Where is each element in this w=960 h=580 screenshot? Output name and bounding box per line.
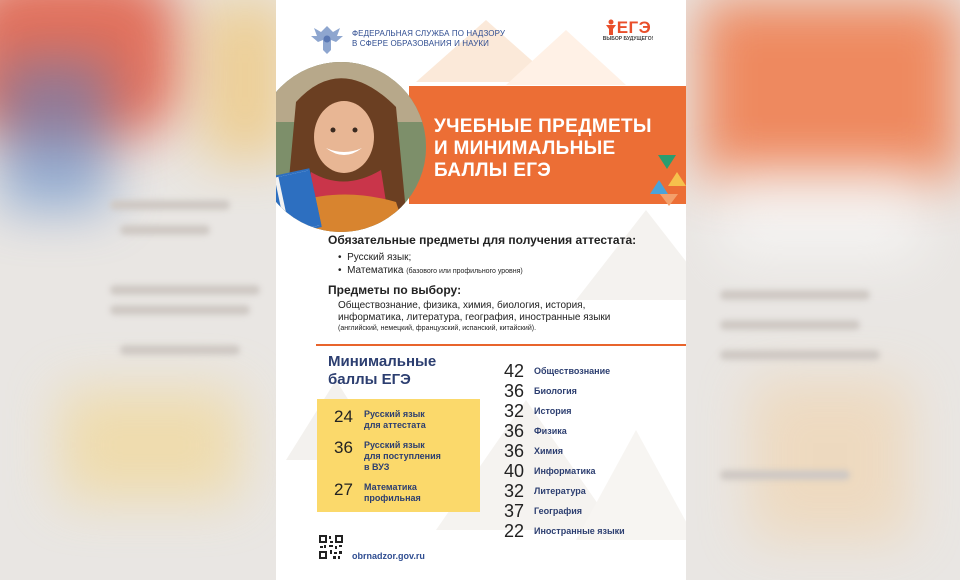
title-line1: УЧЕБНЫЕ ПРЕДМЕТЫ	[434, 116, 652, 137]
min-scores-heading	[328, 353, 436, 389]
org-name-line2: В СФЕРЕ ОБРАЗОВАНИЯ И НАУКИ	[352, 39, 489, 48]
score-value: 24	[334, 407, 353, 426]
qr-code-icon[interactable]	[318, 534, 344, 560]
subject-score-row	[504, 441, 563, 461]
mandatory-item-russian: • Русский язык;	[338, 252, 412, 263]
poster	[276, 0, 686, 580]
score-value: 36	[504, 381, 525, 401]
electives-heading: Предметы по выбору:	[328, 283, 462, 297]
score-value: 27	[334, 480, 353, 499]
student-photo	[276, 62, 426, 232]
title-line3: БАЛЛЫ ЕГЭ	[434, 160, 552, 181]
score-label: профильная	[364, 493, 421, 503]
score-value: 36	[334, 438, 353, 457]
score-value: 42	[504, 361, 525, 381]
subject-label: Биология	[534, 386, 577, 396]
org-name-line1: ФЕДЕРАЛЬНАЯ СЛУЖБА ПО НАДЗОРУ	[352, 29, 506, 38]
mandatory-item-math-note: (базового или профильного уровня)	[406, 268, 523, 275]
min-scores-heading-line2: баллы ЕГЭ	[328, 371, 411, 388]
score-value: 37	[504, 501, 525, 521]
subject-score-row	[504, 381, 577, 401]
mandatory-item-math: • Математика (базового или профильного уровня)	[338, 265, 523, 276]
score-label: в ВУЗ	[364, 462, 390, 472]
score-label: для поступления	[364, 451, 441, 461]
ege-logo-word: ЕГЭ	[616, 18, 652, 37]
website-link[interactable]: obrnadzor.gov.ru	[352, 551, 425, 561]
subject-label: Литература	[534, 486, 586, 496]
subject-label: Физика	[534, 426, 567, 436]
score-value: 32	[504, 481, 525, 501]
subject-score-row	[504, 421, 567, 441]
subject-label: Информатика	[534, 466, 596, 476]
mandatory-item-math-label: Математика	[347, 265, 404, 276]
electives-note: (английский, немецкий, французский, испанский, китайский).	[338, 325, 537, 332]
ege-logo-tagline: ВЫБОР БУДУЩЕГО!	[602, 36, 654, 42]
score-value: 40	[504, 461, 525, 481]
electives-line2: информатика, литература, география, иностранные языки	[338, 312, 611, 323]
subject-score-row	[504, 361, 610, 381]
score-value: 22	[504, 521, 525, 541]
score-label: Математика	[364, 482, 417, 492]
score-label: Русский язык	[364, 409, 425, 419]
subject-label: География	[534, 506, 583, 516]
subject-score-row	[504, 501, 582, 521]
highlight-row	[334, 480, 421, 504]
org-header	[308, 22, 505, 56]
score-label: Русский язык	[364, 440, 425, 450]
mandatory-heading: Обязательные предметы для получения аттестата:	[328, 233, 637, 247]
electives-line1: Обществознание, физика, химия, биология, история,	[338, 300, 586, 311]
subject-label: Обществознание	[534, 366, 611, 376]
section-divider	[316, 344, 686, 346]
score-value: 32	[504, 401, 525, 421]
eagle-emblem-icon	[308, 22, 346, 56]
highlight-row	[334, 407, 426, 431]
poster-title	[434, 116, 652, 182]
subject-label: Иностранные языки	[534, 526, 625, 536]
subject-label: История	[534, 406, 572, 416]
subject-score-row	[504, 521, 625, 541]
subject-label: Химия	[534, 446, 563, 456]
electives-list	[338, 300, 638, 334]
title-line2: И МИНИМАЛЬНЫЕ	[434, 138, 616, 159]
subject-score-row	[504, 481, 586, 501]
subject-score-row	[504, 401, 572, 421]
score-value: 36	[504, 421, 525, 441]
person-icon	[605, 19, 617, 35]
ege-logo	[598, 18, 658, 42]
score-value: 36	[504, 441, 525, 461]
score-label: для аттестата	[364, 420, 426, 430]
mandatory-item-russian-label: Русский язык;	[347, 252, 412, 263]
min-scores-heading-line1: Минимальные	[328, 353, 437, 370]
subject-score-row	[504, 461, 596, 481]
highlight-row	[334, 438, 441, 473]
